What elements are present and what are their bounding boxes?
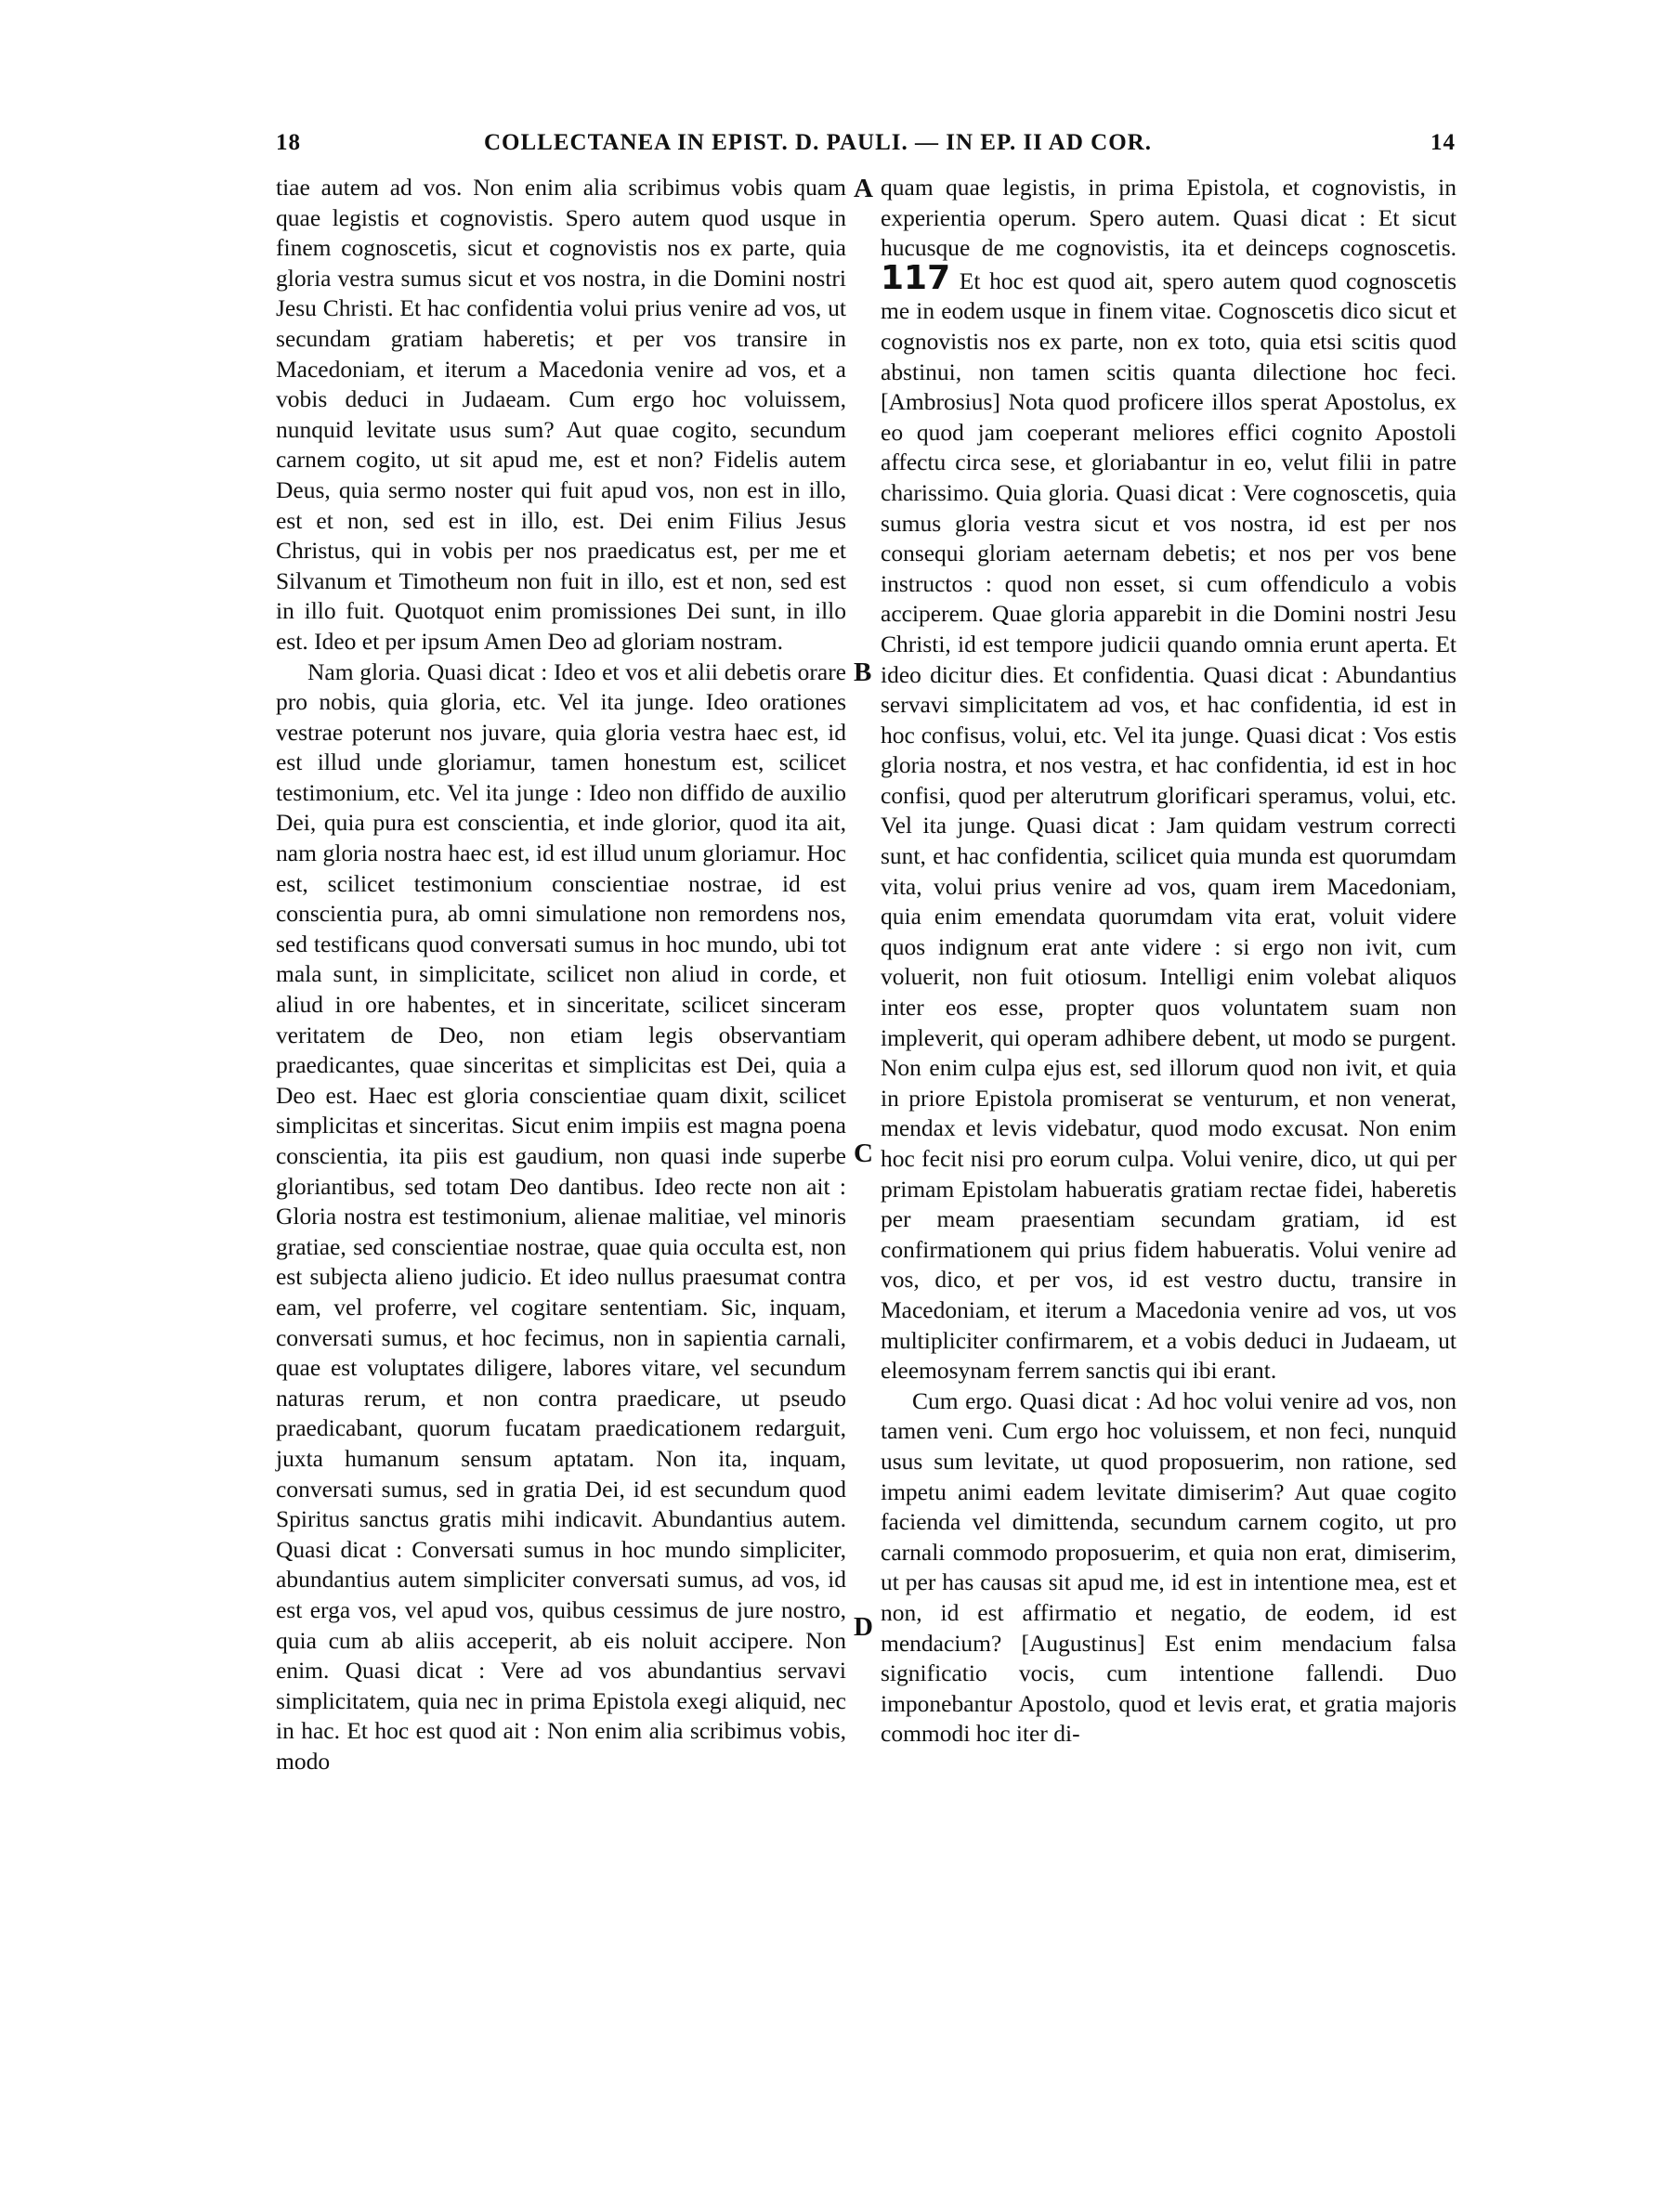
column-number: 117 bbox=[881, 258, 951, 297]
section-marker-b: B bbox=[854, 657, 872, 687]
left-paragraph-2: Nam gloria. Quasi dicat : Ideo et vos et alii debetis orare pro nobis, quia gloria, etc. Vel ita junge. Ideo orationes vestrae poterunt nos juvare, quia gloria vestra haec est, id est illud unde gloriamur, tamen honestum est, scilicet testimonium, etc. Vel ita junge : Ideo non diffido de auxilio Dei, quia pura est conscientia, et inde glorior, quod ita ait, nam gloria nostra haec est, id est illud unum gloriamur. Hoc est, scilicet testimonium conscientiae nostrae, id est conscientia pura, ab omni simulatione non remordens nos, sed testificans quod conversati sumus in hoc mundo, ubi tot mala sunt, in simplicitate, scilicet non aliud in corde, et aliud in ore habentes, et in sinceritate, scilicet sinceram veritatem de Deo, non etiam legis observantiam praedicantes, quae sinceritas et simplicitas est Dei, quia a Deo est. Haec est gloria conscientiae quam dixit, scilicet simplicitas et sinceritas. Sicut enim impiis est magna poena conscientia, ita piis est gaudium, non quasi inde superbe gloriantibus, sed totam Deo dantibus. Ideo recte non ait : Gloria nostra est testimonium, alienae malitiae, vel minoris gratiae, sed conscientiae nostrae, quae quia occulta est, non est subjecta alieno judicio. Et ideo nullus praesumat contra eam, vel proferre, vel cogitare sententiam. Sic, inquam, conversati sumus, et hoc fecimus, non in sapientia carnali, quae est voluptates diligere, labores vitare, vel secundum naturas rerum, et non contra praedicare, ut pseudo praedicabant, quorum fucatam praedicationem redarguit, juxta humanum sensum aptatam. Non ita, inquam, conversati sumus, sed in gratia Dei, id est secundum quod Spiritus sanctus gratis mihi indicavit. Abundantius autem. Quasi dicat : Conversati sumus in hoc mundo simpliciter, abundantius autem simpliciter conversati sumus, ad vos, id est erga vos, vel apud vos, quibus cessimus de jure nostro, quia cum ab aliis acceperit, ab eis noluit accipere. Non enim. Quasi dicat : Vere ad vos abundantius servavi simplicitatem, quia nec in prima Epistola exegi aliquid, nec in hac. Et hoc est quod ait : Non enim alia scribimus vobis, modo bbox=[276, 657, 846, 1775]
section-marker-d: D bbox=[854, 1612, 873, 1642]
right-paragraph-2: Cum ergo. Quasi dicat : Ad hoc volui venire ad vos, non tamen veni. Cum ergo hoc voluissem, et non feci, nunquid usus sum levitate, ut quod proposuerim, non ratione, sed impetu animi eadem levitate dimiserim? Aut quae cogito facienda vel dimittenda, secundum carnem cogito, ut pro carnali commodo proposuerim, et quia non erat, dimiserim, ut per has causas sit apud me, id est in intentione mea, est et non, id est affirmatio et negatio, de eodem, id est mendacium? [Augustinus] Est enim mendacium falsa significatio vocis, cum intentione fallendi. Duo imponebantur Apostolo, quod et levis erat, et gratia majoris commodi hoc iter di- bbox=[881, 1386, 1457, 1748]
left-paragraph-1: tiae autem ad vos. Non enim alia scribimus vobis quam quae legistis et cognovistis. Spero autem quod usque in finem cognoscetis, sicut et cognovistis nos ex parte, quia gloria vestra sumus sicut et vos nostra, in die Domini nostri Jesu Christi. Et hac confidentia volui prius venire ad vos, ut secundam gratiam haberetis; et per vos transire in Macedoniam, et iterum a Macedonia venire ad vos, et a vobis deduci in Judaeam. Cum ergo hoc voluissem, nunquid levitate usus sum? Aut quae cogito, secundum carnem cogito, ut sit apud me, est et non? Fidelis autem Deus, quia sermo noster qui fuit apud vos, non est in illo, est et non, sed est in illo, est. Dei enim Filius Jesus Christus, qui in vobis per nos praedicatus est, per me et Silvanum et Timotheum non fuit in illo, est et non, sed est in illo fuit. Quotquot enim promissiones Dei sunt, in illo est. Ideo et per ipsum Amen Deo ad gloriam nostram. bbox=[276, 174, 846, 655]
right-column bbox=[881, 173, 1457, 1750]
right-page-number: 14 bbox=[1430, 130, 1456, 155]
section-marker-c: C bbox=[854, 1139, 873, 1168]
section-marker-a: A bbox=[854, 174, 873, 203]
page-header bbox=[276, 130, 1456, 167]
left-page-number: 18 bbox=[276, 130, 301, 155]
running-title: COLLECTANEA IN EPIST. D. PAULI. — IN EP. II AD COR. bbox=[484, 130, 1152, 155]
right-paragraph-1-part-b: Et hoc est quod ait, spero autem quod cognoscetis me in eodem usque in finem vitae. Cognoscetis dico sicut et cognovistis nos ex parte, non ex toto, quia etsi scitis quod abstinui, non tamen scitis quanta dilectione hoc feci. [Ambrosius] Nota quod proficere illos sperat Apostolus, ex eo quod jam coeperant meliores effici cognito Apostoli affectu circa sese, et gloriabantur in eo, velut filii in patre charissimo. Quia gloria. Quasi dicat : Vere cognoscetis, quia sumus gloria vestra sicut et vos nostra, id est per nos consequi gloriam aeternam debetis; et nos per vos bene instructos : quod non esset, si cum offendiculo a vobis acciperem. Quae gloria apparebit in die Domini nostri Jesu Christi, id est tempore judicii quando omnia erunt aperta. Et ideo dicitur dies. Et confidentia. Quasi dicat : Abundantius servavi simplicitatem ad vos, et hac confidentia, id est in hoc confisus, volui, etc. Vel ita junge. Quasi dicat : Vos estis gloria nostra, et nos vestra, et hac confidentia, id est in hoc confisi, quod per alterutrum glorificari speramus, volui, etc. Vel ita junge. Quasi dicat : Jam quidam vestrum correcti sunt, et hac confidentia, scilicet quia munda est quorumdam vita, volui prius venire ad vos, quam irem Macedoniam, quia enim emendata quorumdam vita erat, voluit videre quos indignum erat ante videre : si ergo non ivit, cum voluerit, non fuit otiosum. Intelligi enim volebat aliquos inter eos esse, propter quos voluntatem suam non impleverit, qui operam adhibere debent, ut modo se purgent. Non enim culpa ejus est, sed illorum quod non ivit, et quia in priore Epistola promiserat se venturum, et non venerat, mendax et levis videbatur, quod modo excusat. Non enim hoc fecit nisi pro eorum culpa. Volui venire, dico, ut qui per primam Epistolam habueratis gratiam rectae fidei, haberetis per meam praesentiam secundam gratiam, id est confirmationem qui prius fidem habueratis. Volui venire ad vos, dico, et per vos, id est vestro ductu, transire in Macedoniam, et iterum a Macedonia venire ad vos, ut vos multipliciter confirmarem, et a vobis deduci in Judaeam, ut eleemosynam ferrem sanctis qui ibi erant. bbox=[881, 267, 1457, 1385]
left-column bbox=[276, 173, 846, 1776]
right-paragraph-1 bbox=[881, 173, 1457, 1386]
right-paragraph-1-part-a: quam quae legistis, in prima Epistola, et cognovistis, in experientia operum. Spero autem. Quasi dicat : Et sicut hucusque de me cognovistis, ita et deinceps cognoscetis. bbox=[881, 174, 1457, 262]
